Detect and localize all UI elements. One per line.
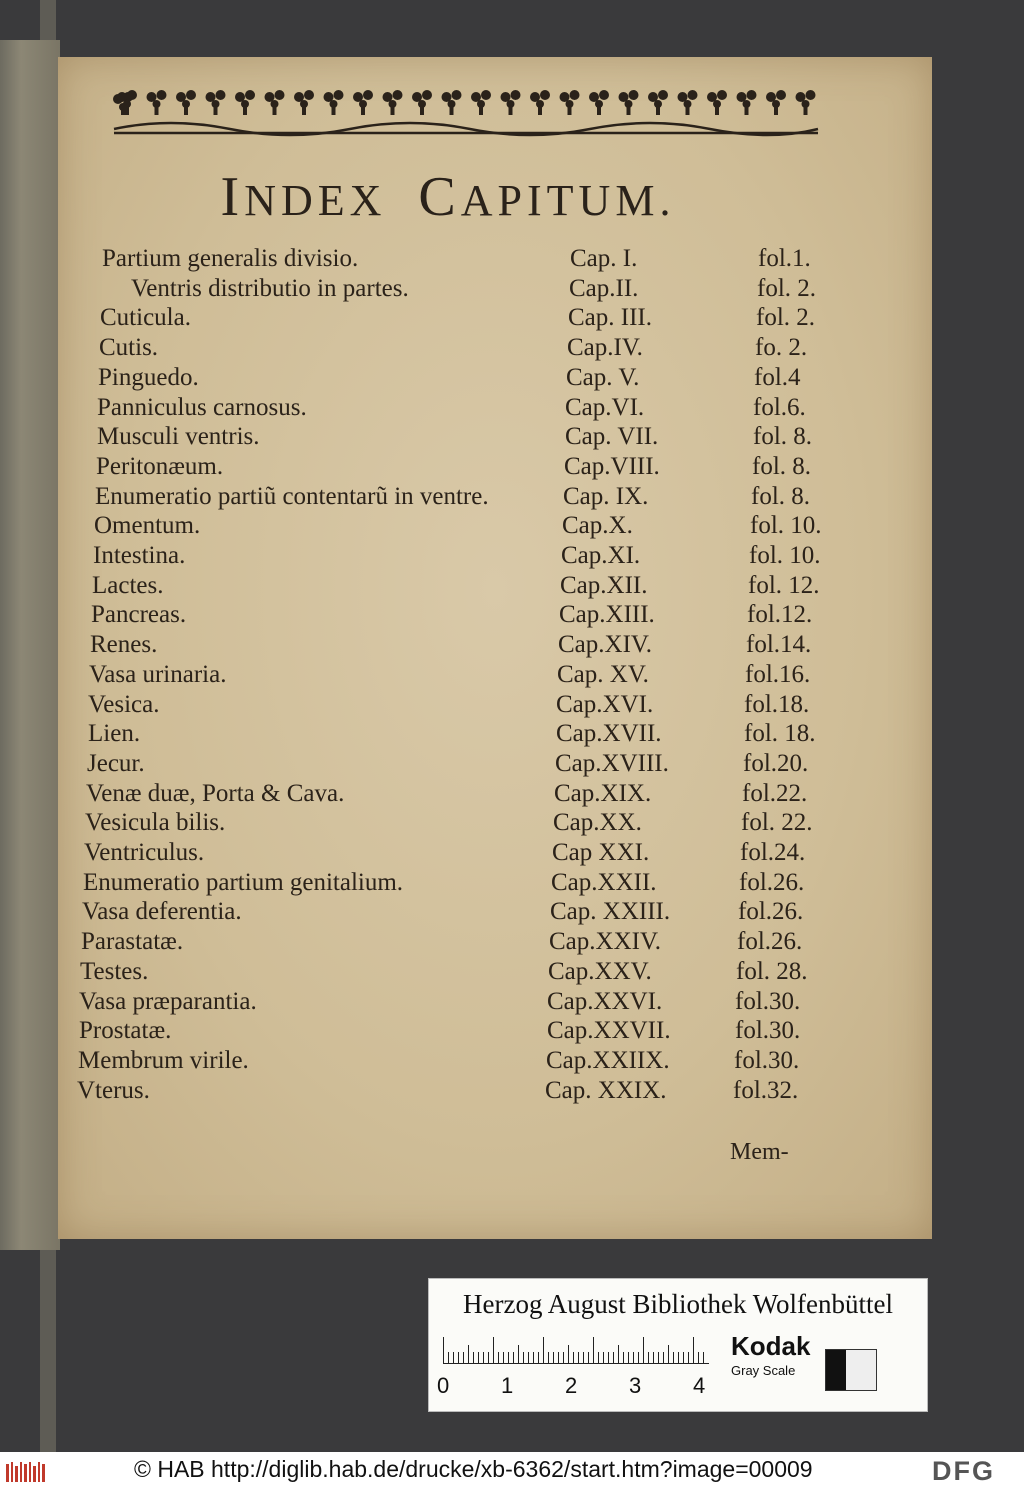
folio-number: fol. 2. (757, 274, 817, 302)
index-row (58, 304, 932, 334)
index-row (58, 601, 932, 631)
chapter-number: Cap. I. (570, 245, 638, 272)
chapter-number: Cap. IX. (563, 482, 649, 510)
folio-number: fol.24. (740, 839, 806, 866)
index-row (58, 453, 932, 483)
chapter-number: Cap. V. (566, 363, 640, 391)
title-initial-2: C (418, 166, 461, 228)
entry-title: Vesicula bilis. (85, 809, 226, 837)
index-row (58, 1047, 932, 1077)
chapter-number: Cap.X. (562, 512, 633, 540)
chapter-number: Cap.VIII. (564, 452, 660, 480)
entry-title: Membrum virile. (78, 1046, 249, 1074)
folio-number: fol. 8. (751, 482, 811, 510)
ruler-number: 2 (565, 1373, 578, 1398)
copyright-link[interactable]: © HAB http://diglib.hab.de/drucke/xb-6362/start.htm?image=00009 (134, 1456, 813, 1482)
index-row (58, 839, 932, 869)
footer-bar (0, 1452, 1024, 1492)
entry-title: Partium generalis divisio. (102, 245, 359, 272)
folio-number: fol.30. (734, 1046, 800, 1074)
index-row (58, 780, 932, 810)
ruler-number: 3 (629, 1373, 642, 1398)
ruler-number: 4 (693, 1373, 706, 1398)
index-row (58, 512, 932, 542)
index-row (58, 483, 932, 513)
entry-title: Renes. (90, 631, 158, 659)
folio-number: fol. 12. (748, 571, 820, 599)
folio-number: fol.30. (735, 987, 801, 1015)
title-initial-1: I (220, 166, 245, 228)
chapter-number: Cap.II. (569, 274, 639, 302)
folio-number: fol.12. (747, 601, 813, 629)
folio-number: fol.22. (742, 779, 808, 807)
index-row (58, 572, 932, 602)
index-row (58, 423, 932, 453)
entry-title: Vasa deferentia. (82, 898, 242, 926)
ruler-number: 0 (437, 1373, 450, 1398)
chapter-number: Cap XXI. (552, 839, 650, 866)
folio-number: fol.26. (738, 898, 804, 926)
hab-barcode-icon (6, 1460, 46, 1484)
page-title (58, 165, 838, 229)
chapter-number: Cap. XXIX. (545, 1076, 667, 1104)
chapter-number: Cap.XIII. (559, 601, 655, 629)
title-word-1: NDEX (244, 176, 387, 225)
chapter-number: Cap.XIV. (558, 631, 652, 659)
entry-title: Ventris distributio in partes. (131, 274, 409, 302)
index-row (58, 661, 932, 691)
index-row (58, 750, 932, 780)
chapter-number: Cap.XVIII. (555, 749, 669, 777)
index-row (58, 631, 932, 661)
entry-title: Peritonæum. (96, 452, 224, 480)
folio-number: fol. 2. (756, 304, 816, 332)
folio-number: fol.30. (735, 1017, 801, 1045)
chapter-number: Cap.XXII. (551, 868, 657, 896)
index-row (58, 869, 932, 899)
entry-title: Enumeratio partiũ contentarũ in ventre. (95, 482, 489, 510)
chapter-number: Cap.XX. (553, 809, 642, 837)
chapter-number: Cap.XI. (561, 542, 641, 569)
entry-title: Venæ duæ, Porta & Cava. (86, 779, 345, 807)
folio-number: fol.1. (758, 245, 811, 272)
folio-number: fo. 2. (755, 334, 808, 362)
entry-title: Prostatæ. (79, 1017, 172, 1045)
index-row (58, 988, 932, 1018)
dfg-logo: DFG (932, 1456, 995, 1486)
chapter-number: Cap.XXVI. (547, 987, 663, 1015)
folio-number: fol.18. (744, 690, 810, 718)
folio-number: fol.6. (753, 393, 806, 421)
entry-title: Cuticula. (100, 304, 191, 332)
index-row (58, 275, 932, 305)
folio-number: fol.16. (745, 660, 811, 688)
ruler-scale (443, 1335, 709, 1364)
chapter-number: Cap. III. (568, 304, 652, 332)
gray-swatch (825, 1349, 877, 1391)
chapter-number: Cap.XXIIX. (546, 1046, 670, 1074)
folio-number: fol. 18. (744, 720, 816, 748)
index-row (58, 958, 932, 988)
folio-number: fol. 22. (741, 809, 813, 837)
chapter-number: Cap.XVI. (556, 690, 654, 718)
folio-number: fol.14. (746, 631, 812, 659)
chapter-number: Cap. VII. (565, 423, 659, 451)
index-row (58, 334, 932, 364)
index-row (58, 364, 932, 394)
entry-title: Vterus. (77, 1076, 150, 1104)
index-row (58, 245, 932, 275)
chapter-number: Cap. XV. (557, 660, 649, 688)
index-row (58, 898, 932, 928)
chapter-number: Cap.VI. (565, 393, 645, 421)
entry-title: Enumeratio partium genitalium. (83, 868, 404, 896)
index-row (58, 691, 932, 721)
folio-number: fol.4 (754, 363, 801, 391)
folio-number: fol.32. (733, 1076, 799, 1104)
entry-title: Vasa urinaria. (89, 660, 227, 688)
index-row (58, 394, 932, 424)
index-row (58, 542, 932, 572)
index-row (58, 809, 932, 839)
catchword: Mem- (730, 1139, 789, 1165)
institution-name: Herzog August Bibliothek Wolfenbüttel (462, 1289, 894, 1319)
color-card (428, 1278, 928, 1412)
book-page (58, 57, 932, 1239)
entry-title: Vasa præparantia. (79, 987, 257, 1015)
folio-number: fol. 8. (753, 423, 813, 451)
entry-title: Vesica. (88, 690, 160, 718)
chapter-number: Cap.XXIV. (549, 928, 662, 956)
entry-title: Pancreas. (91, 601, 187, 629)
entry-title: Testes. (80, 957, 149, 985)
folio-number: fol. 10. (750, 512, 822, 540)
entry-title: Omentum. (94, 512, 201, 540)
index-row (58, 928, 932, 958)
chapter-number: Cap.XIX. (554, 779, 652, 807)
folio-number: fol.26. (737, 928, 803, 956)
ornament-band (110, 87, 822, 137)
folio-number: fol.26. (739, 868, 805, 896)
ruler-number: 1 (501, 1373, 514, 1398)
chapter-number: Cap.XXVII. (547, 1017, 671, 1045)
chapter-number: Cap.XII. (560, 571, 648, 599)
entry-title: Musculi ventris. (97, 423, 260, 451)
folio-number: fol. 8. (752, 452, 812, 480)
entry-title: Jecur. (87, 749, 145, 777)
chapter-number: Cap.XVII. (556, 720, 662, 748)
entry-title: Ventriculus. (84, 839, 205, 866)
entry-title: Parastatæ. (81, 928, 184, 956)
entry-title: Intestina. (93, 542, 186, 569)
index-row (58, 1017, 932, 1047)
kodak-logo: Kodak (731, 1331, 811, 1361)
chapter-number: Cap. XXIII. (550, 898, 671, 926)
entry-title: Panniculus carnosus. (97, 393, 307, 421)
entry-title: Cutis. (99, 334, 159, 362)
folio-number: fol. 10. (749, 542, 821, 569)
chapter-number: Cap.IV. (567, 334, 643, 362)
entry-title: Lien. (88, 720, 141, 748)
folio-number: fol.20. (743, 749, 809, 777)
adjacent-page-edge (0, 40, 60, 1250)
entry-title: Pinguedo. (98, 363, 199, 391)
gray-scale-label: Gray Scale (731, 1363, 796, 1378)
index-row (58, 1077, 932, 1107)
title-word-2: APITUM. (460, 176, 676, 225)
folio-number: fol. 28. (736, 957, 808, 985)
index-row (58, 720, 932, 750)
entry-title: Lactes. (92, 571, 164, 599)
chapter-number: Cap.XXV. (548, 957, 652, 985)
